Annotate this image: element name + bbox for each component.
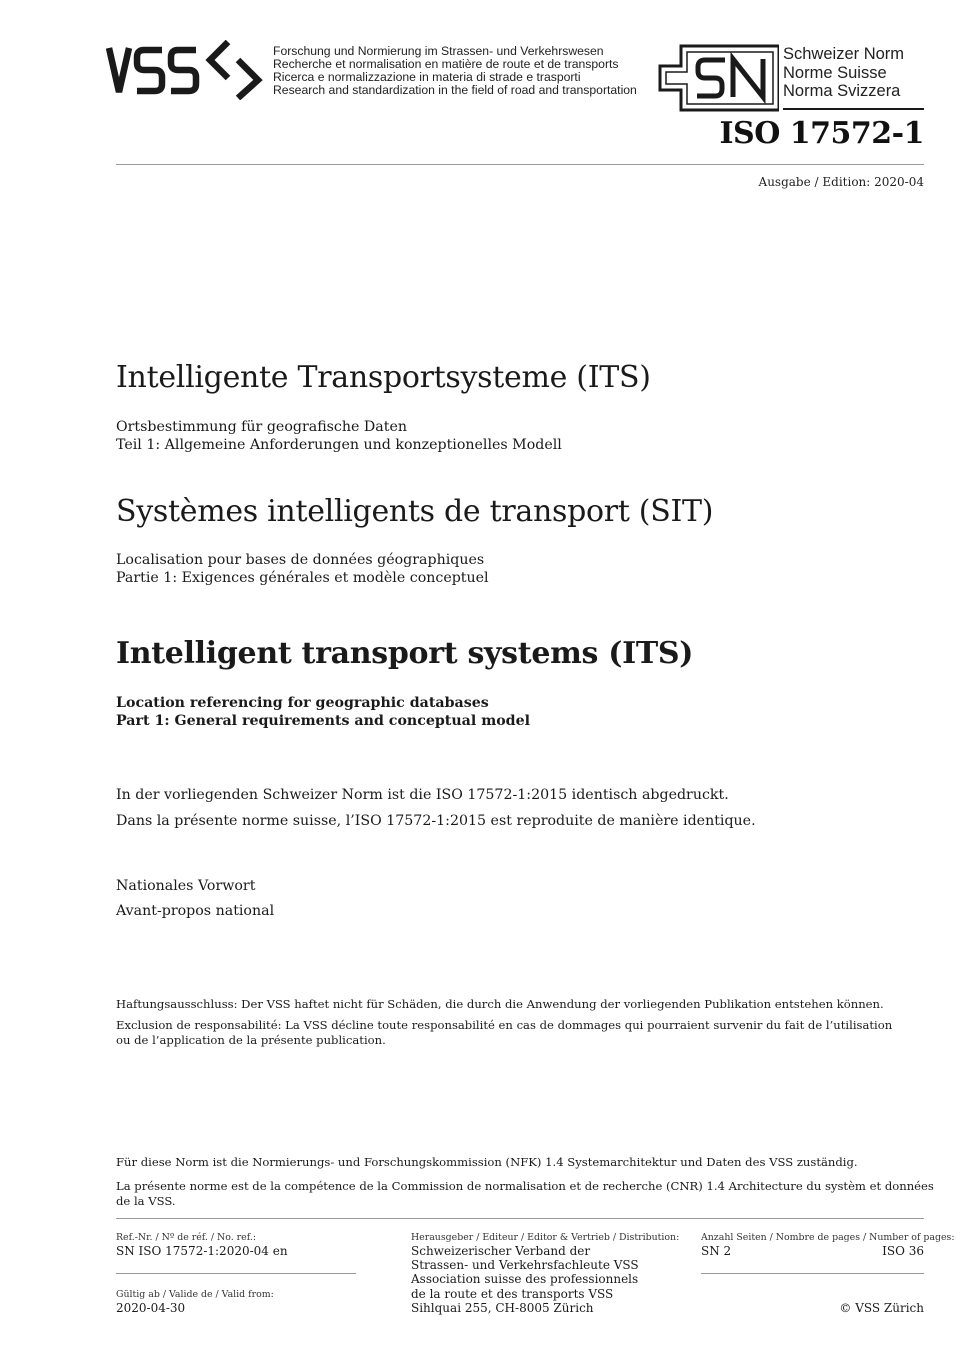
- valid-from-label: Gültig ab / Valide de / Valid from:: [116, 1289, 274, 1300]
- vss-line-it: Ricerca e normalizzazione in materia di strade e trasporti: [273, 70, 581, 84]
- subtitle-en-line2: Part 1: General requirements and conceptual model: [116, 712, 531, 729]
- sn-name-it: Norma Svizzera: [783, 82, 901, 100]
- title-en: Intelligent transport systems (ITS): [116, 636, 694, 671]
- national-foreword-fr: Avant-propos national: [116, 903, 275, 919]
- vss-line-de: Forschung und Normierung im Strassen- und Verkehrswesen: [273, 44, 604, 58]
- national-foreword-de: Nationales Vorwort: [116, 878, 256, 894]
- footer-col3-divider: [701, 1273, 924, 1274]
- subtitle-en-line1: Location referencing for geographic databases: [116, 695, 489, 711]
- publisher-line: de la route et des transports VSS: [411, 1286, 614, 1301]
- sn-logo: [657, 44, 779, 112]
- pages-iso: ISO 36: [882, 1244, 924, 1258]
- pages-sn: SN 2: [701, 1244, 732, 1258]
- subtitle-de: [116, 419, 562, 454]
- pages-label: Anzahl Seiten / Nombre de pages / Number of pages:: [701, 1232, 955, 1243]
- copyright: © VSS Zürich: [839, 1301, 924, 1315]
- header-divider: [116, 164, 924, 165]
- sn-name-fr: Norme Suisse: [783, 63, 887, 82]
- publisher-line: Sihlquai 255, CH-8005 Zürich: [411, 1300, 594, 1315]
- competence-fr: [116, 1179, 934, 1208]
- vss-line-fr: Recherche et normalisation en matière de route et de transports: [273, 57, 619, 71]
- identical-note-fr: Dans la présente norme suisse, l’ISO 17572-1:2015 est reproduite de manière identique.: [116, 813, 756, 829]
- vss-line-en: Research and standardization in the field of road and transportation: [273, 83, 637, 97]
- publisher-line: Schweizerischer Verband der: [411, 1244, 591, 1258]
- disclaimer-fr-line1: Exclusion de responsabilité: La VSS décline toute responsabilité en cas de dommages qui pourraient survenir du fait de l’utilisation: [116, 1018, 893, 1032]
- competence-fr-line2: de la VSS.: [116, 1193, 176, 1208]
- subtitle-de-line1: Ortsbestimmung für geografische Daten: [116, 419, 407, 435]
- publisher-address: [411, 1244, 639, 1315]
- vss-logo: [106, 40, 266, 100]
- subtitle-fr-line1: Localisation pour bases de données géographiques: [116, 552, 485, 568]
- publisher-line: Strassen- und Verkehrsfachleute VSS: [411, 1258, 639, 1273]
- subtitle-fr: [116, 552, 489, 587]
- standard-number: ISO 17572-1: [719, 116, 924, 151]
- subtitle-en: [116, 695, 530, 730]
- publisher-label: Herausgeber / Editeur / Editor & Vertrieb / Distribution:: [411, 1232, 680, 1243]
- reference-number: SN ISO 17572-1:2020-04 en: [116, 1244, 288, 1258]
- disclaimer-fr-line2: ou de l’application de la présente publication.: [116, 1032, 386, 1047]
- disclaimer-de: Haftungsausschluss: Der VSS haftet nicht für Schäden, die durch die Anwendung der vorliegenden Publikation entstehen können.: [116, 997, 884, 1011]
- sn-name-de: Schweizer Norm: [783, 45, 905, 63]
- sn-divider: [783, 108, 924, 110]
- edition-date: Ausgabe / Edition: 2020-04: [758, 175, 924, 189]
- reference-label: Ref.-Nr. / Nº de réf. / No. ref.:: [116, 1232, 256, 1243]
- title-fr: Systèmes intelligents de transport (SIT): [116, 494, 714, 529]
- subtitle-de-line2: Teil 1: Allgemeine Anforderungen und konzeptionelles Modell: [116, 436, 562, 453]
- disclaimer-fr: [116, 1018, 892, 1047]
- publisher-line: Association suisse des professionnels: [411, 1272, 639, 1287]
- footer-divider: [116, 1218, 924, 1219]
- subtitle-fr-line2: Partie 1: Exigences générales et modèle conceptuel: [116, 569, 489, 586]
- valid-from-date: 2020-04-30: [116, 1301, 186, 1315]
- competence-de: Für diese Norm ist die Normierungs- und Forschungskommission (NFK) 1.4 Systemarchitektur und Daten des VSS zuständig.: [116, 1155, 858, 1169]
- competence-fr-line1: La présente norme est de la compétence de la Commission de normalisation et de recherche (CNR) 1.4 Architecture du systèm et données: [116, 1179, 934, 1193]
- title-de: Intelligente Transportsysteme (ITS): [116, 360, 651, 395]
- footer-col1-divider: [116, 1273, 356, 1274]
- vss-organisation-lines: [273, 45, 637, 97]
- identical-note-de: In der vorliegenden Schweizer Norm ist die ISO 17572-1:2015 identisch abgedruckt.: [116, 787, 729, 803]
- sn-norm-names: [783, 45, 904, 101]
